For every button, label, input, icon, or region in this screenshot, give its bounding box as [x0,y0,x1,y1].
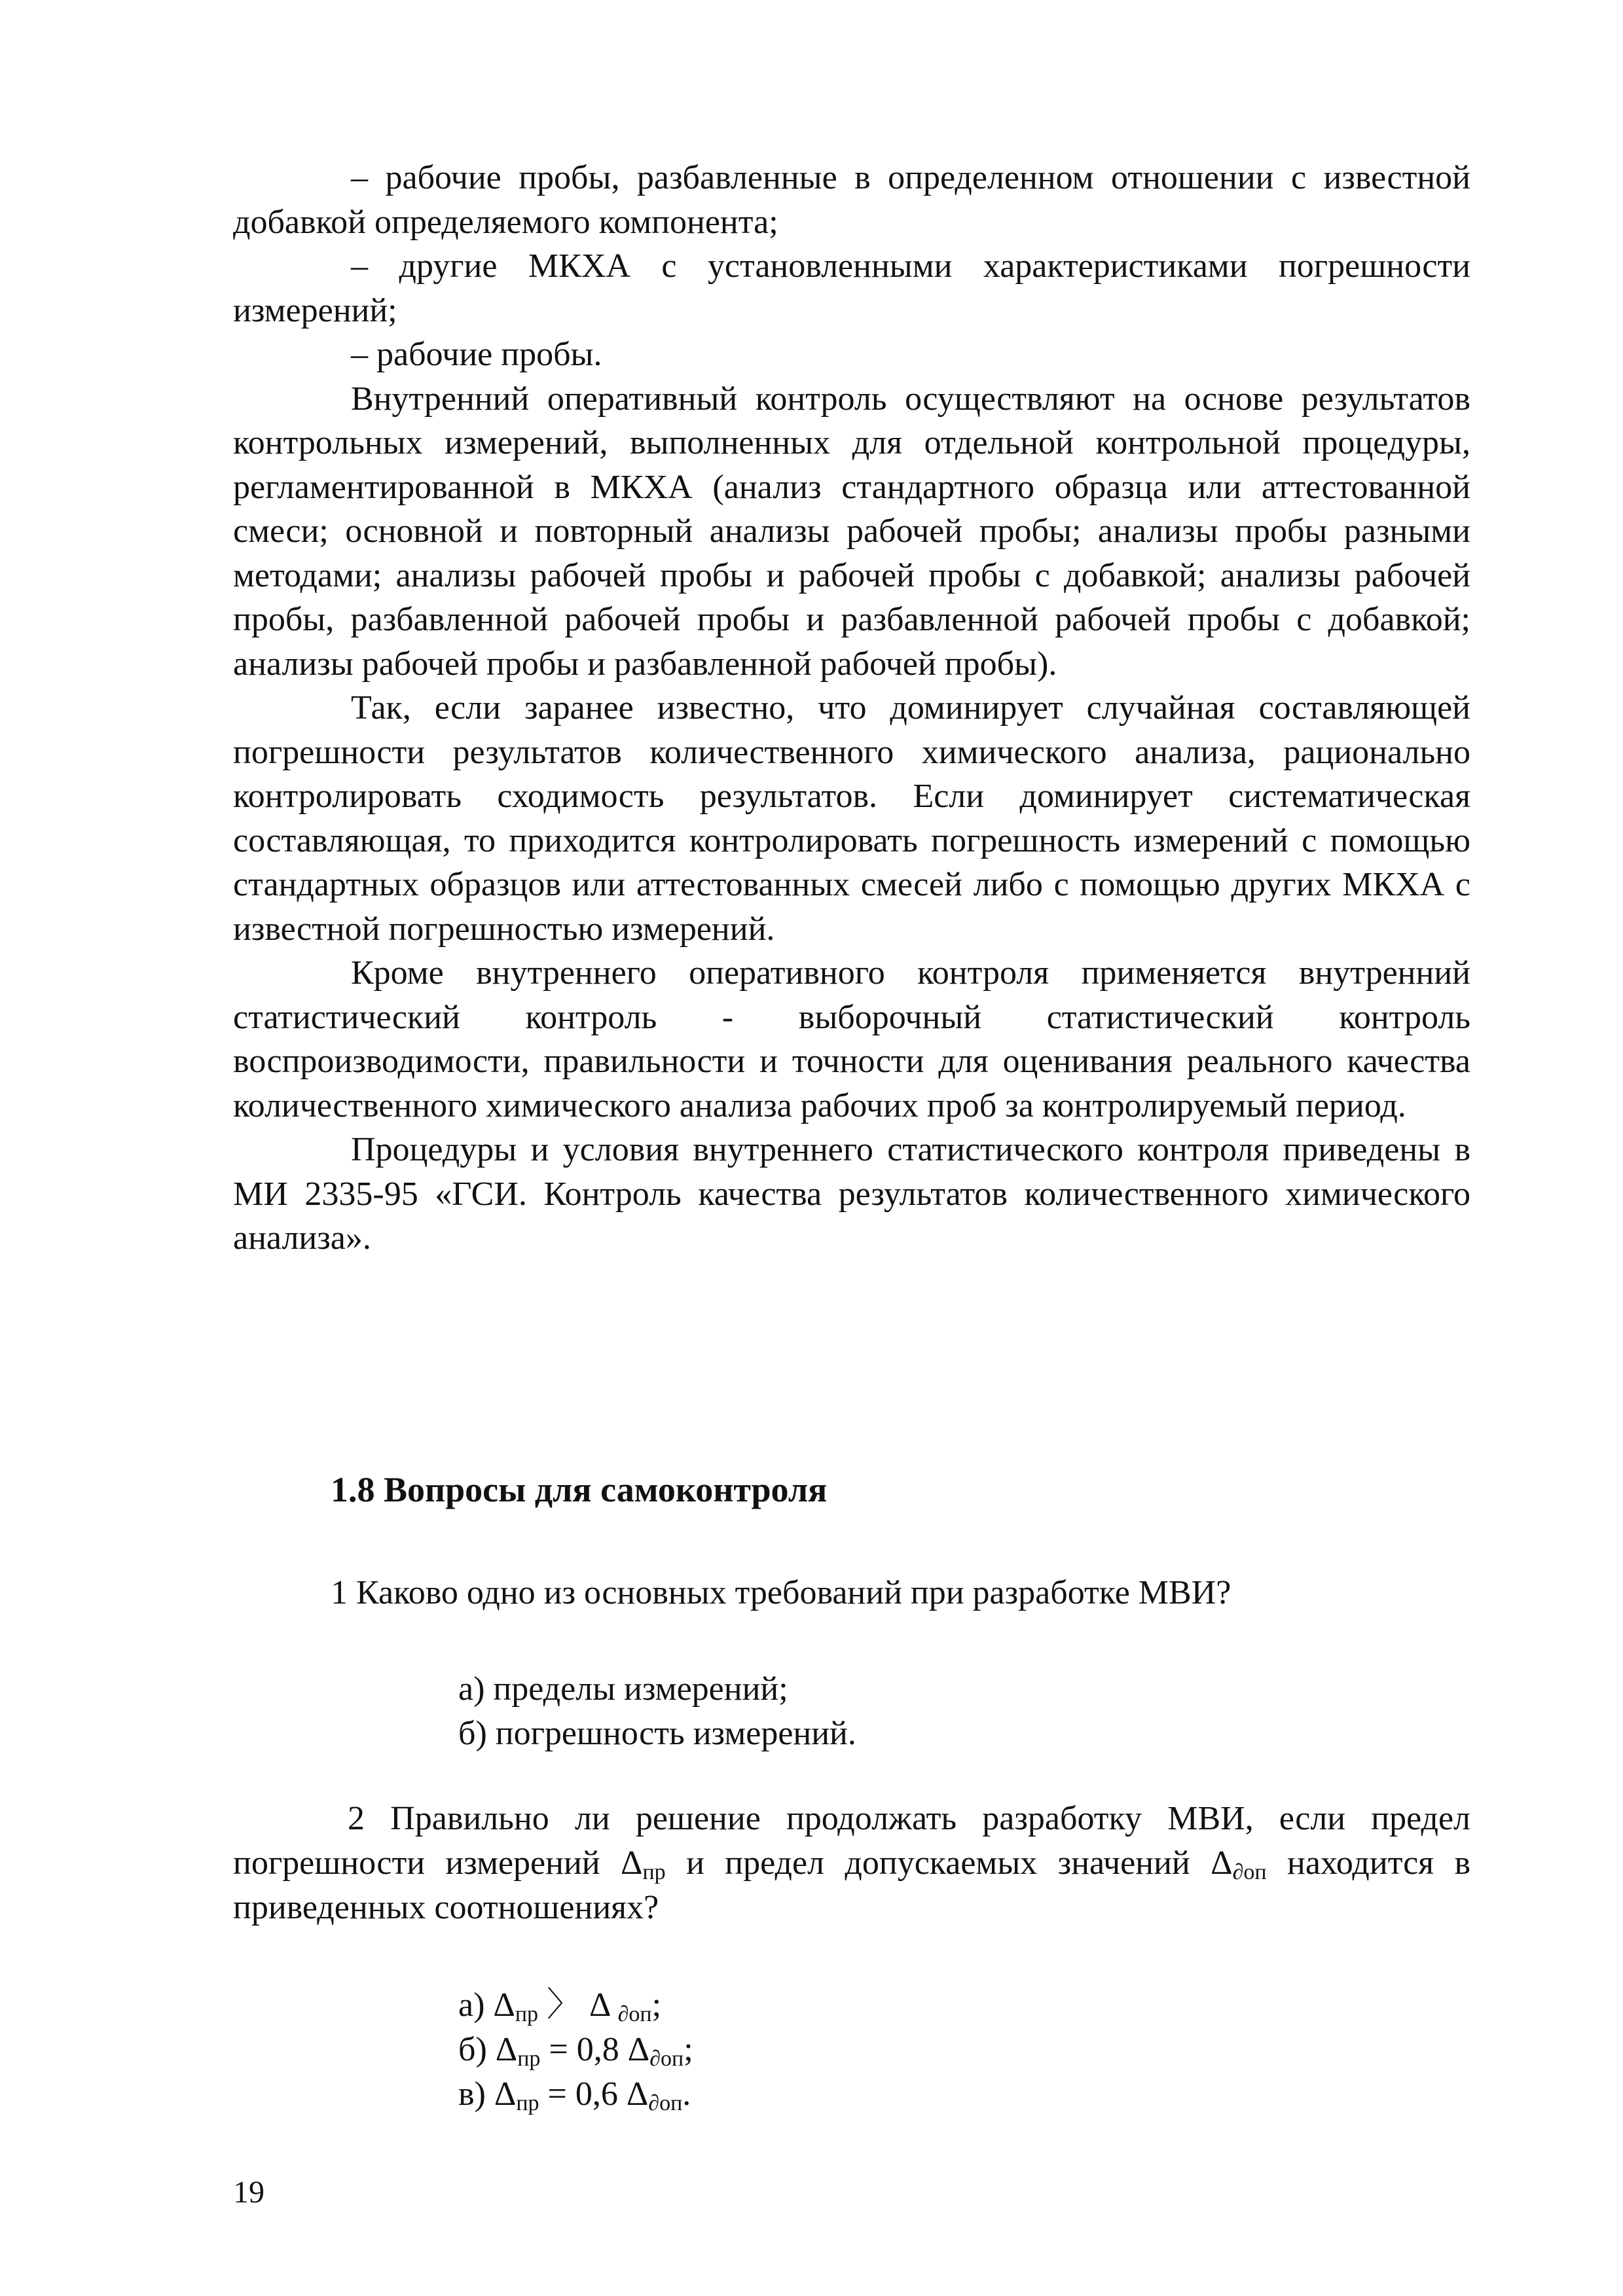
subscript: пр [515,2002,539,2026]
body-text [233,156,1470,1261]
formula-text: в) Δ [458,2075,517,2113]
paragraph: Внутренний оперативный контроль осуществляют на основе результатов контрольных измерений, выполненных для отдельной контрольной процедуры, регламентированной в МКХА (анализ стандартного образца или аттестованной смеси; основной и повторный анализы рабочей пробы; анализы пробы разными методами; анализы рабочей пробы и рабочей пробы с добавкой; анализы рабочей пробы, разбавленной рабочей пробы и разбавленной рабочей пробы с добавкой; анализы рабочей пробы и разбавленной рабочей пробы). [233,380,1470,683]
paragraph: Кроме внутреннего оперативного контроля применяется внутренний статистический контроль - выборочный статистический контроль воспроизводимости, правильности и точности для оценивания реального качества количественного химического анализа рабочих проб за контролируемый период. [233,954,1470,1124]
subscript: пр [517,2047,541,2071]
section-heading: 1.8 Вопросы для самоконтроля [331,1470,828,1509]
formula-text: б) Δ [458,2031,518,2068]
formula-text: а) Δ [458,1986,515,2024]
formula-text: 〉 Δ [538,1986,618,2024]
question-2-text [233,1797,1470,1930]
answer-option [458,1983,693,2028]
formula-text: . [682,2075,691,2113]
question-2-text-part: 2 Правильно ли решение продолжать разработку МВИ, если предел погрешности измерений Δ [233,1800,1470,1882]
formula-text: ; [684,2031,693,2068]
subscript: ∂оп [617,2002,652,2026]
paragraph: – другие МКХА с установленными характеристиками погрешности измерений; [233,247,1470,329]
subscript: ∂оп [1232,1860,1267,1884]
answer-option: а) пределы измерений; [458,1670,788,1708]
subscript: ∂оп [649,2047,684,2071]
question-1: 1 Каково одно из основных требований при разработке МВИ? [331,1574,1231,1611]
answer-option [458,2072,693,2117]
question-2-text-part: и предел допускаемых значений Δ [665,1844,1233,1882]
subscript: пр [642,1860,666,1884]
paragraph: – рабочие пробы, разбавленные в определенном отношении с известной добавкой определяемого компонента; [233,159,1470,241]
answer-option: б) погрешность измерений. [458,1715,856,1752]
paragraph: Так, если заранее известно, что доминирует случайная составляющей погрешности результатов количественного химического анализа, рационально контролировать сходимость результатов. Если доминирует систематическая составляющая, то приходится контролировать погрешность измерений с помощью стандартных образцов или аттестованных смесей либо с помощью других МКХА с известной погрешностью измерений. [233,689,1470,948]
question-2-options [458,1983,693,2117]
question-1-options [458,1667,856,1756]
formula-text: = 0,6 Δ [539,2075,649,2113]
answer-option [458,2028,693,2072]
question-2 [233,1797,1470,1930]
formula-text: ; [651,1986,662,2024]
formula-text: = 0,8 Δ [540,2031,650,2068]
page-number: 19 [233,2175,264,2210]
subscript: пр [516,2091,539,2115]
subscript: ∂оп [648,2091,683,2115]
question-2-text-part: находится в приведенных соотношениях? [233,1844,1471,1926]
paragraph: – рабочие пробы. [351,336,602,373]
paragraph: Процедуры и условия внутреннего статистического контроля приведены в МИ 2335-95 «ГСИ. Контроль качества результатов количественного химического анализа». [233,1131,1470,1257]
